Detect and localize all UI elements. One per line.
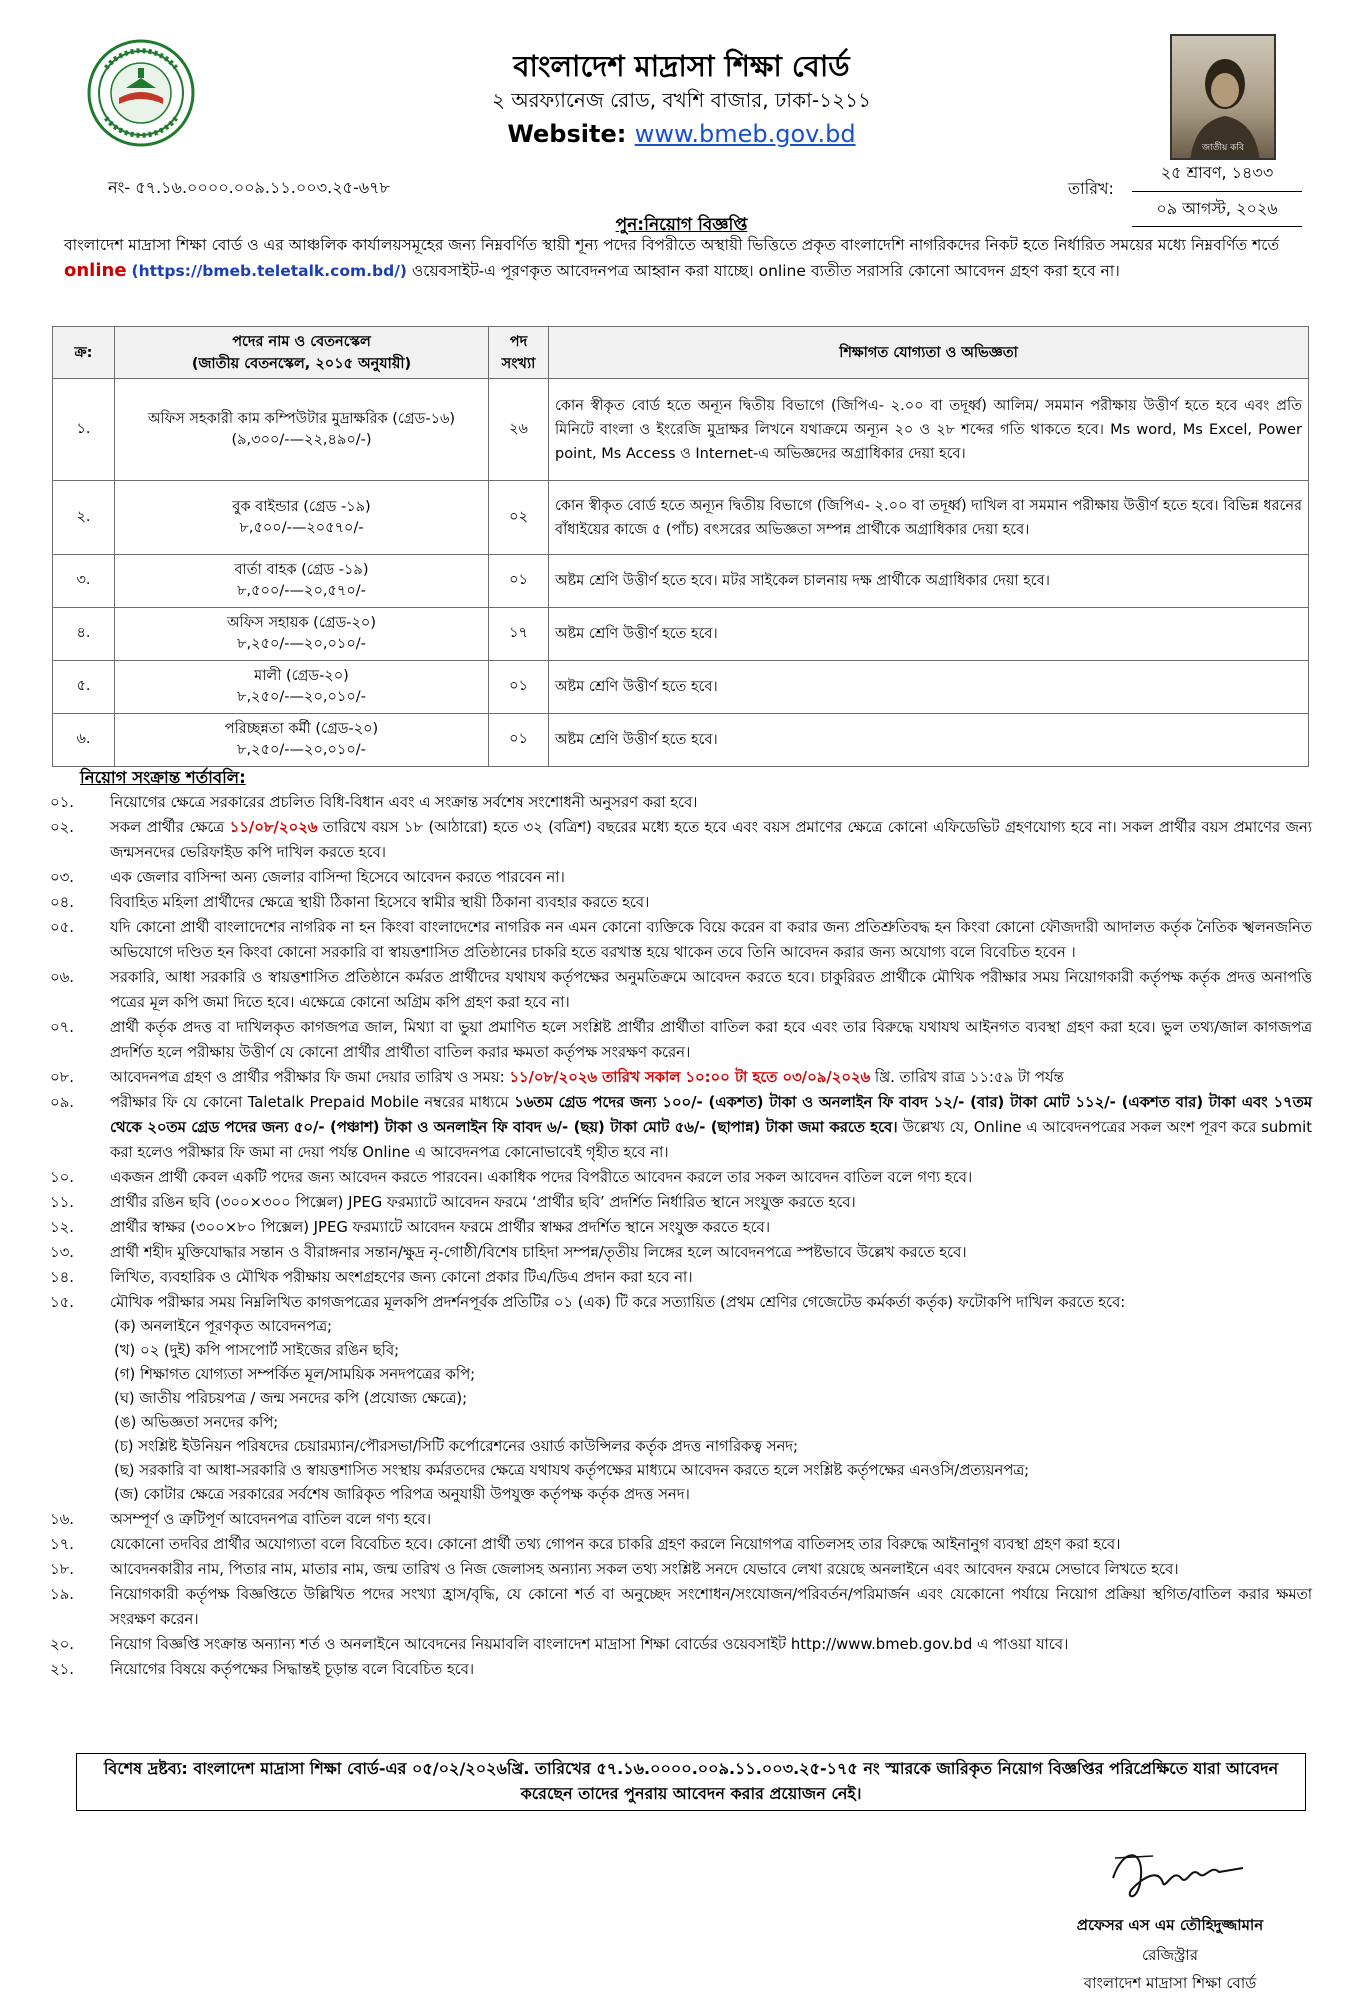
condition-number: ০৯. [50, 1094, 74, 1111]
condition-08 [50, 1065, 1312, 1090]
signatory-designation: রেজিস্ট্রার [1141, 1946, 1199, 1964]
signatory-name: প্রফেসর এস এম তৌহিদুজ্জামান [1076, 1916, 1264, 1934]
row-serial: ৪. [53, 608, 115, 661]
condition-text: যেকোনো তদবির প্রার্থীর অযোগ্যতা বলে বিবেচিত হবে। কোনো প্রার্থী তথ্য গোপন করে চাকরি গ্রহণ করলে নিয়োগপত্র বাতিলসহ তার বিরুদ্ধে আইনানুগ ব্যবস্থা গ্রহণ করা হবে। [110, 1536, 1121, 1553]
condition-number: ১৯. [50, 1586, 74, 1603]
document-list [80, 1315, 1312, 1507]
row-serial: ৫. [53, 661, 115, 714]
handwritten-signature [1103, 1838, 1253, 1910]
condition-text: পরীক্ষার ফি যে কোনো Taletalk Prepaid Mobile নম্বরের মাধ্যমে [110, 1094, 515, 1111]
condition-number: ১৬. [50, 1511, 74, 1528]
row-post-name: বুক বাইন্ডার (গ্রেড -১৯) [232, 498, 371, 515]
condition-text: নিয়োগ বিজ্ঞপ্তি সংক্রান্ত অন্যান্য শর্ত ও অনলাইনে আবেদনের নিয়মাবলি বাংলাদেশ মাদ্রাসা শিক্ষা বোর্ডের ওয়েবসাইট http://www.bmeb.gov.bd এ পাওয়া যাবে। [110, 1636, 1069, 1653]
condition-number: ১৩. [50, 1244, 74, 1261]
row-post-name: অফিস সহায়ক (গ্রেড-২০) [226, 615, 376, 631]
condition-text: লিখিত, ব্যবহারিক ও মৌখিক পরীক্ষায় অংশগ্রহণের জন্য কোনো প্রকার টিএ/ডিএ প্রদান করা হবে না। [110, 1269, 693, 1286]
condition-number: ১১. [50, 1194, 74, 1211]
condition-number: ১৫. [50, 1294, 74, 1311]
row-post [115, 608, 489, 661]
website-label: Website: [507, 120, 627, 148]
row-post-scale: ৮,২৫০/-—২০,০১০/- [237, 636, 366, 652]
row-post-name: বার্তা বাহক (গ্রেড -১৯) [234, 562, 369, 578]
table-row [53, 661, 1309, 714]
condition-text: একজন প্রার্থী কেবল একটি পদের জন্য আবেদন করতে পারবেন। একাধিক পদের বিপরীতে আবেদন করলে তার সকল আবেদন বাতিল বলে গণ্য হবে। [110, 1169, 973, 1186]
table-row [53, 379, 1309, 481]
condition-09 [50, 1090, 1312, 1165]
condition-text: উল্লেখ্য যে, Online এ আবেদনপত্রের সকল অংশ পূরণ করে submit করা হলেও পরীক্ষার ফি জমা না দেয়া পর্যন্ত Online এ আবেদনপত্র কোনোভাবেই গৃহীত হবে না। [110, 1119, 1312, 1161]
row-requirements: অষ্টম শ্রেণি উত্তীর্ণ হতে হবে। [549, 608, 1309, 661]
condition-number: ১৪. [50, 1269, 74, 1286]
condition-number: ০৮. [50, 1069, 74, 1086]
row-post-scale: ৮,৫০০/-—২০৫৭০/- [239, 519, 364, 536]
posts-table [52, 326, 1309, 767]
th-requirements: শিক্ষাগত যোগ্যতা ও অভিজ্ঞতা [549, 327, 1309, 379]
document-item: (জ) কোটার ক্ষেত্রে সরকারের সর্বশেষ জারিকৃত পরিপত্র অনুযায়ী উপযুক্ত কর্তৃপক্ষ কর্তৃক প্রদত্ত সনদ। [114, 1486, 690, 1503]
condition-text: যদি কোনো প্রার্থী বাংলাদেশের নাগরিক না হন কিংবা বাংলাদেশের নাগরিক নন এমন কোনো ব্যক্তিকে বিয়ে করেন বা করার জন্য প্রতিশ্রুতিবদ্ধ হন কিংবা কোনো ফৌজদারী আদালত কর্তৃক নৈতিক স্খলনজনিত অভিযোগে দণ্ডিত হন কিংবা কোনো সরকারি বা স্বায়ত্তশাসিত প্রতিষ্ঠানের চাকরি হতে বরখাস্ত হয়ে থাকেন তবে তিনি আবেদন করার জন্য অযোগ্য বলে বিবেচিত হবেন । [110, 919, 1312, 961]
condition-10 [50, 1165, 1312, 1190]
row-requirements: অষ্টম শ্রেণি উত্তীর্ণ হতে হবে। মটর সাইকেল চালনায় দক্ষ প্রার্থীকে অগ্রাধিকার দেয়া হবে। [549, 555, 1309, 608]
table-row [53, 714, 1309, 767]
date-bangla: ২৫ শ্রাবণ, ১৪৩৩ [1132, 158, 1302, 192]
website-line [300, 120, 1063, 148]
condition-17 [50, 1532, 1312, 1557]
row-post-scale: ৮,২৫০/-—২০,০১০/- [237, 742, 366, 758]
condition-number: ২১. [50, 1661, 74, 1678]
condition-text: প্রার্থী শহীদ মুক্তিযোদ্ধার সন্তান ও বীরাঙ্গনার সন্তান/ক্ষুদ্র নৃ-গোষ্ঠী/বিশেষ চাহিদা সম্পন্ন/তৃতীয় লিঙ্গের হলে আবেদনপত্রে স্পষ্টভাবে উল্লেখ করতে হবে। [110, 1244, 967, 1261]
intro-part2: ওয়েবসাইট-এ পূরণকৃত আবেদনপত্র আহ্বান করা যাচ্ছে। online ব্যতীত সরাসরি কোনো আবেদন গ্রহণ করা হবে না। [406, 262, 1120, 280]
row-post-name: মালী (গ্রেড-২০) [254, 668, 349, 684]
row-requirements: অষ্টম শ্রেণি উত্তীর্ণ হতে হবে। [549, 661, 1309, 714]
table-row [53, 608, 1309, 661]
intro-part1: বাংলাদেশ মাদ্রাসা শিক্ষা বোর্ড ও এর আঞ্চলিক কার্যালয়সমূহের জন্য নিম্নবর্ণিত স্থায়ী শূন্য পদের বিপরীতে অস্থায়ী ভিত্তিতে প্রকৃত বাংলাদেশি নাগরিকদের নিকট হতে নির্ধারিত সময়ের মধ্যে নিম্নবর্ণিত শর্তে [64, 236, 1280, 254]
condition-number: ১২. [50, 1219, 74, 1236]
date-english: ০৯ আগস্ট, ২০২৬ [1132, 192, 1302, 227]
row-post-scale: ৮,২৫০/-—২০,০১০/- [237, 689, 366, 705]
board-logo [86, 38, 196, 148]
condition-highlight-date: ১১/০৮/২০২৬ তারিখ সকাল ১০:০০ টা হতে ০৩/০৯/২০২৬ [509, 1069, 871, 1086]
row-post-name: পরিচ্ছন্নতা কর্মী (গ্রেড-২০) [224, 721, 379, 737]
row-serial: ২. [53, 481, 115, 555]
condition-number: ০৫. [50, 919, 74, 936]
th-name-line1: পদের নাম ও বেতনস্কেল [232, 333, 371, 350]
th-post-name [115, 327, 489, 379]
condition-text: সকল প্রার্থীর ক্ষেত্রে [110, 819, 230, 836]
condition-21 [50, 1657, 1312, 1682]
row-post-name: অফিস সহকারী কাম কম্পিউটার মুদ্রাক্ষরিক (গ্রেড-১৬) [147, 410, 456, 427]
condition-text: নিয়োগের বিষয়ে কর্তৃপক্ষের সিদ্ধান্তই চূড়ান্ত বলে বিবেচিত হবে। [110, 1661, 475, 1678]
table-row [53, 481, 1309, 555]
condition-text: নিয়োগের ক্ষেত্রে সরকারের প্রচলিত বিধি-বিধান এবং এ সংক্রান্ত সর্বশেষ সংশোধনী অনুসরণ করা হবে। [110, 794, 698, 811]
website-link[interactable]: www.bmeb.gov.bd [634, 120, 856, 148]
row-requirements: কোন স্বীকৃত বোর্ড হতে অন্যূন দ্বিতীয় বিভাগে (জিপিএ- ২.০০ বা তদূর্ধ্ব) দাখিল বা সমমান পরীক্ষায় উত্তীর্ণ হতে হবে। বিভিন্ন ধরনের বাঁধাইয়ের কাজে ৫ (পাঁচ) বৎসরের অভিজ্ঞতা সম্পন্ন প্রার্থীকে অগ্রাধিকার দেয়া হবে। [549, 481, 1309, 555]
document-item: (ছ) সরকারি বা আধা-সরকারি ও স্বায়ত্তশাসিত সংস্থায় কর্মরতদের ক্ষেত্রে যথাযথ কর্তৃপক্ষের মাধ্যমে আবেদন করতে হলে সংশ্লিষ্ট কর্তৃপক্ষের এনওসি/প্রত্যয়নপত্র; [114, 1462, 1030, 1479]
condition-number: ০৬. [50, 969, 74, 986]
condition-02 [50, 815, 1312, 865]
org-address: ২ অরফ্যানেজ রোড, বখশি বাজার, ঢাকা-১২১১ [491, 88, 872, 112]
row-requirements: কোন স্বীকৃত বোর্ড হতে অন্যূন দ্বিতীয় বিভাগে (জিপিএ- ২.০০ বা তদূর্ধ্ব) আলিম/ সমমান পরীক্ষায় উত্তীর্ণ হতে হবে এবং প্রতি মিনিটে বাংলা ও ইংরেজি মুদ্রাক্ষর লিখনে যথাক্রমে অন্যূন ২০ ও ২৮ শব্দের গতি থাকতে হবে। Ms word, Ms Excel, Power point, Ms Access ও Internet-এ অভিজ্ঞদের অগ্রাধিকার দেয়া হবে। [549, 379, 1309, 481]
table-header-row [53, 327, 1309, 379]
row-count: ০১ [489, 555, 549, 608]
condition-number: ০১. [50, 794, 74, 811]
row-serial: ১. [53, 379, 115, 481]
condition-05 [50, 915, 1312, 965]
th-post-count [489, 327, 549, 379]
condition-number: ১০. [50, 1169, 74, 1186]
condition-number: ০২. [50, 819, 74, 836]
condition-text: এক জেলার বাসিন্দা অন্য জেলার বাসিন্দা হিসেবে আবেদন করতে পারবেন না। [110, 869, 565, 886]
org-name: বাংলাদেশ মাদ্রাসা শিক্ষা বোর্ড [513, 49, 850, 83]
signatory-org: বাংলাদেশ মাদ্রাসা শিক্ষা বোর্ড [1083, 1974, 1257, 1992]
document-item: (ঙ) অভিজ্ঞতা সনদের কপি; [114, 1414, 279, 1431]
condition-text: নিয়োগকারী কর্তৃপক্ষ বিজ্ঞপ্তিতে উল্লিখিত পদের সংখ্যা হ্রাস/বৃদ্ধি, যে কোনো শর্ত বা অনুচ্ছেদ সংশোধন/সংযোজন/পরিবর্তন/পরিমার্জন এবং যেকোনো পর্যায়ে নিয়োগ প্রক্রিয়া স্থগিত/বাতিল করার ক্ষমতা সংরক্ষণ করেন। [110, 1586, 1312, 1628]
condition-text: খ্রি. তারিখ রাত্র ১১:৫৯ টা পর্যন্ত [870, 1069, 1064, 1086]
condition-19 [50, 1582, 1312, 1632]
document-item: (খ) ০২ (দুই) কপি পাসপোর্ট সাইজের রঙিন ছবি; [114, 1342, 400, 1359]
condition-01 [50, 790, 1312, 815]
condition-text: আবেদনপত্র গ্রহণ ও প্রার্থীর পরীক্ষার ফি জমা দেয়ার তারিখ ও সময়: [110, 1069, 510, 1086]
row-post [115, 714, 489, 767]
condition-text: বিবাহিত মহিলা প্রার্থীদের ক্ষেত্রে স্থায়ী ঠিকানা হিসেবে স্বামীর স্থায়ী ঠিকানা ব্যবহার করতে হবে। [110, 894, 650, 911]
condition-number: ০৭. [50, 1019, 74, 1036]
row-requirements: অষ্টম শ্রেণি উত্তীর্ণ হতে হবে। [549, 714, 1309, 767]
intro-link[interactable]: (https://bmeb.teletalk.com.bd/) [131, 262, 407, 280]
condition-highlight-date: ১১/০৮/২০২৬ [229, 819, 318, 836]
row-post-scale: ৮,৫০০/-—২০,৫৭০/- [237, 583, 366, 599]
th-num-line2: সংখ্যা [501, 355, 536, 372]
memo-number: নং- ৫৭.১৬.০০০০.০০৯.১১.০০৩.২৫-৬৭৮ [108, 178, 390, 197]
condition-06 [50, 965, 1312, 1015]
poet-photo [1170, 34, 1276, 160]
condition-18 [50, 1557, 1312, 1582]
row-post-scale: (৯,৩০০/-—২২,৪৯০/-) [231, 431, 372, 448]
condition-text: প্রার্থীর রঙিন ছবি (৩০০×৩০০ পিক্সেল) JPEG ফরম্যাটে আবেদন ফরমে ‘প্রার্থীর ছবি’ প্রদর্শিত নির্ধারিত স্থানে সংযুক্ত করতে হবে। [110, 1194, 856, 1211]
condition-20 [50, 1632, 1312, 1657]
condition-07 [50, 1015, 1312, 1065]
conditions-list [50, 790, 1312, 1682]
row-post [115, 661, 489, 714]
condition-number: ০৪. [50, 894, 74, 911]
document-item: (ঘ) জাতীয় পরিচয়পত্র / জন্ম সনদের কপি (প্রযোজ্য ক্ষেত্রে); [114, 1390, 468, 1407]
conditions-title: নিয়োগ সংক্রান্ত শর্তাবলি: [80, 768, 246, 787]
condition-text: প্রার্থীর স্বাক্ষর (৩০০×৮০ পিক্সেল) JPEG ফরম্যাটে আবেদন ফরমে প্রার্থীর স্বাক্ষর প্রদর্শিত স্থানে সংযুক্ত করতে হবে। [110, 1219, 771, 1236]
condition-number: ০৩. [50, 869, 74, 886]
th-name-line2: (জাতীয় বেতনস্কেল, ২০১৫ অনুযায়ী) [191, 355, 412, 372]
document-item: (গ) শিক্ষাগত যোগ্যতা সম্পর্কিত মূল/সাময়িক সনদপত্রের কপি; [114, 1366, 476, 1383]
condition-04 [50, 890, 1312, 915]
th-serial: ক্র: [53, 327, 115, 379]
document-item: (চ) সংশ্লিষ্ট ইউনিয়ন পরিষদের চেয়ারম্যান/পৌরসভা/সিটি কর্পোরেশনের ওয়ার্ড কাউন্সিলর কর্তৃক প্রদত্ত নাগরিকত্ব সনদ; [114, 1438, 799, 1455]
th-num-line1: পদ [509, 333, 528, 350]
date-label: তারিখ: [1068, 179, 1114, 198]
intro-online: online [64, 260, 127, 281]
intro-paragraph [64, 233, 1304, 284]
photo-caption: জাতীয় কবি [1201, 143, 1245, 153]
condition-number: ২০. [50, 1636, 74, 1653]
document-item: (ক) অনলাইনে পূরণকৃত আবেদনপত্র; [114, 1318, 332, 1335]
condition-text: তারিখে বয়স ১৮ (আঠারো) হতে ৩২ (বত্রিশ) বছরের মধ্যে হতে হবে এবং বয়স প্রমাণের ক্ষেত্রে কোনো এফিডেভিট গ্রহণযোগ্য হবে না। সকল প্রার্থীর বয়স প্রমাণের জন্য জন্মসনদের ভেরিফাইড কপি দাখিল করতে হবে। [110, 819, 1312, 861]
row-post [115, 555, 489, 608]
row-serial: ৬. [53, 714, 115, 767]
condition-fee-text: ১৬তম গ্রেড পদের জন্য ১০০/- (একশত) টাকা ও অনলাইন ফি বাবদ ১২/- (বার) টাকা মোট ১১২/- (একশত বার) টাকা এবং ১৭তম থেকে ২০তম গ্রেড পদের জন্য ৫০/- (পঞ্চাশ) টাকা ও অনলাইন ফি বাবদ ৬/- (ছয়) টাকা মোট ৫৬/- (ছাপান্ন) টাকা জমা করতে হবে। [110, 1094, 1312, 1136]
row-count: ১৭ [489, 608, 549, 661]
condition-14 [50, 1265, 1312, 1290]
row-count: ০১ [489, 714, 549, 767]
row-post [115, 379, 489, 481]
condition-13 [50, 1240, 1312, 1265]
condition-number: ১৮. [50, 1561, 74, 1578]
row-post [115, 481, 489, 555]
condition-12 [50, 1215, 1312, 1240]
condition-text: আবেদনকারীর নাম, পিতার নাম, মাতার নাম, জন্ম তারিখ ও নিজ জেলাসহ অন্যান্য সকল তথ্য সংশ্লিষ্ট সনদে যেভাবে লেখা রয়েছে অনলাইনে এবং আবেদন ফরমে সেভাবে লিখতে হবে। [110, 1561, 1179, 1578]
table-row [53, 555, 1309, 608]
condition-15 [50, 1290, 1312, 1315]
row-count: ২৬ [489, 379, 549, 481]
condition-11 [50, 1190, 1312, 1215]
condition-number: ১৭. [50, 1536, 74, 1553]
row-count: ০২ [489, 481, 549, 555]
condition-text: মৌখিক পরীক্ষার সময় নিম্নলিখিত কাগজপত্রের মূলকপি প্রদর্শনপূর্বক প্রতিটির ০১ (এক) টি করে সত্যায়িত (প্রথম শ্রেণির গেজেটেড কর্মকর্তা কর্তৃক) ফটোকপি দাখিল করতে হবে: [110, 1294, 1126, 1311]
row-count: ০১ [489, 661, 549, 714]
condition-text: প্রার্থী কর্তৃক প্রদত্ত বা দাখিলকৃত কাগজপত্র জাল, মিথ্যা বা ভুয়া প্রমাণিত হলে সংশ্লিষ্ট প্রার্থীর প্রার্থীতা বাতিল করা হবে এবং তার বিরুদ্ধে যথাযথ আইনগত ব্যবস্থা গ্রহণ করা হবে। ভুল তথ্য/জাল কাগজপত্র প্রদর্শিত হলে পরীক্ষায় উত্তীর্ণ যে কোনো প্রার্থীর প্রার্থীতা বাতিল করার ক্ষমতা কর্তৃপক্ষ সংরক্ষণ করেন। [110, 1019, 1312, 1061]
condition-16 [50, 1507, 1312, 1532]
special-note: বিশেষ দ্রষ্টব্য: বাংলাদেশ মাদ্রাসা শিক্ষা বোর্ড-এর ০৫/০২/২০২৬খ্রি. তারিখের ৫৭.১৬.০০০০.০০৯.১১.০০৩.২৫-১৭৫ নং স্মারকে জারিকৃত নিয়োগ বিজ্ঞপ্তির পরিপ্রেক্ষিতে যারা আবেদন করেছেন তাদের পুনরায় আবেদন করার প্রয়োজন নেই। [76, 1753, 1306, 1811]
notice-title: পুন:নিয়োগ বিজ্ঞপ্তি [615, 215, 748, 235]
condition-03 [50, 865, 1312, 890]
condition-text: সরকারি, আধা সরকারি ও স্বায়ত্তশাসিত প্রতিষ্ঠানে কর্মরত প্রার্থীদের যথাযথ কর্তৃপক্ষের অনুমতিক্রমে আবেদন করতে হবে। চাকুরিরত প্রার্থীকে মৌখিক পরীক্ষার সময় নিয়োগকারী কর্তৃপক্ষ কর্তৃক প্রদত্ত অনাপত্তি পত্রের মূল কপি জমা দিতে হবে। এক্ষেত্রে কোনো অগ্রিম কপি গ্রহণ করা হবে না। [110, 969, 1312, 1011]
condition-text: অসম্পূর্ণ ও ত্রুটিপূর্ণ আবেদনপত্র বাতিল বলে গণ্য হবে। [110, 1511, 431, 1528]
row-serial: ৩. [53, 555, 115, 608]
